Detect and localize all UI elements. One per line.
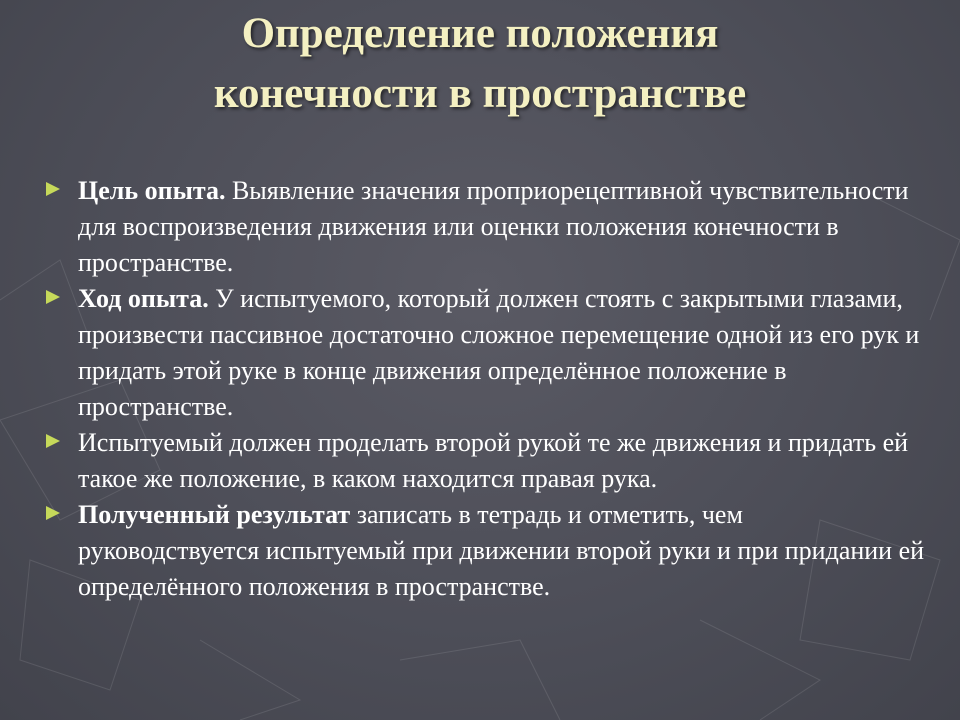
title-line-2: конечности в пространстве <box>213 70 747 117</box>
triangle-right-icon <box>46 506 60 520</box>
bullet-item-goal <box>40 173 930 281</box>
bullet-lead: Полученный результат <box>78 500 351 529</box>
bullet-item-instruction <box>40 425 930 497</box>
title-line-1: Определение положения <box>241 10 719 57</box>
bullet-text: Испытуемый должен проделать второй рукой те же движения и придать ей такое же положение, в каком находится правая рука. <box>78 428 909 493</box>
triangle-right-icon <box>46 290 60 304</box>
bullet-text: записать в тетрадь и отметить, чем руководствуется испытуемый при движении второй руки и при придании ей определённого положения в пространстве. <box>78 500 925 601</box>
bullet-item-procedure <box>40 281 930 425</box>
bullet-lead: Цель опыта. <box>78 176 226 205</box>
bullet-list <box>40 173 930 605</box>
bullet-text: У испытуемого, который должен стоять с закрытыми глазами, произвести пассивное достаточно сложное перемещение одной из его рук и придать этой руке в конце движения определённое положение в пространстве. <box>78 284 920 421</box>
triangle-right-icon <box>46 182 60 196</box>
triangle-right-icon <box>46 434 60 448</box>
slide-title <box>0 4 960 124</box>
bullet-text: Выявление значения проприорецептивной чувствительности для воспроизведения движения или оценки положения конечности в пространстве. <box>78 176 909 277</box>
bullet-item-result <box>40 497 930 605</box>
bullet-lead: Ход опыта. <box>78 284 209 313</box>
